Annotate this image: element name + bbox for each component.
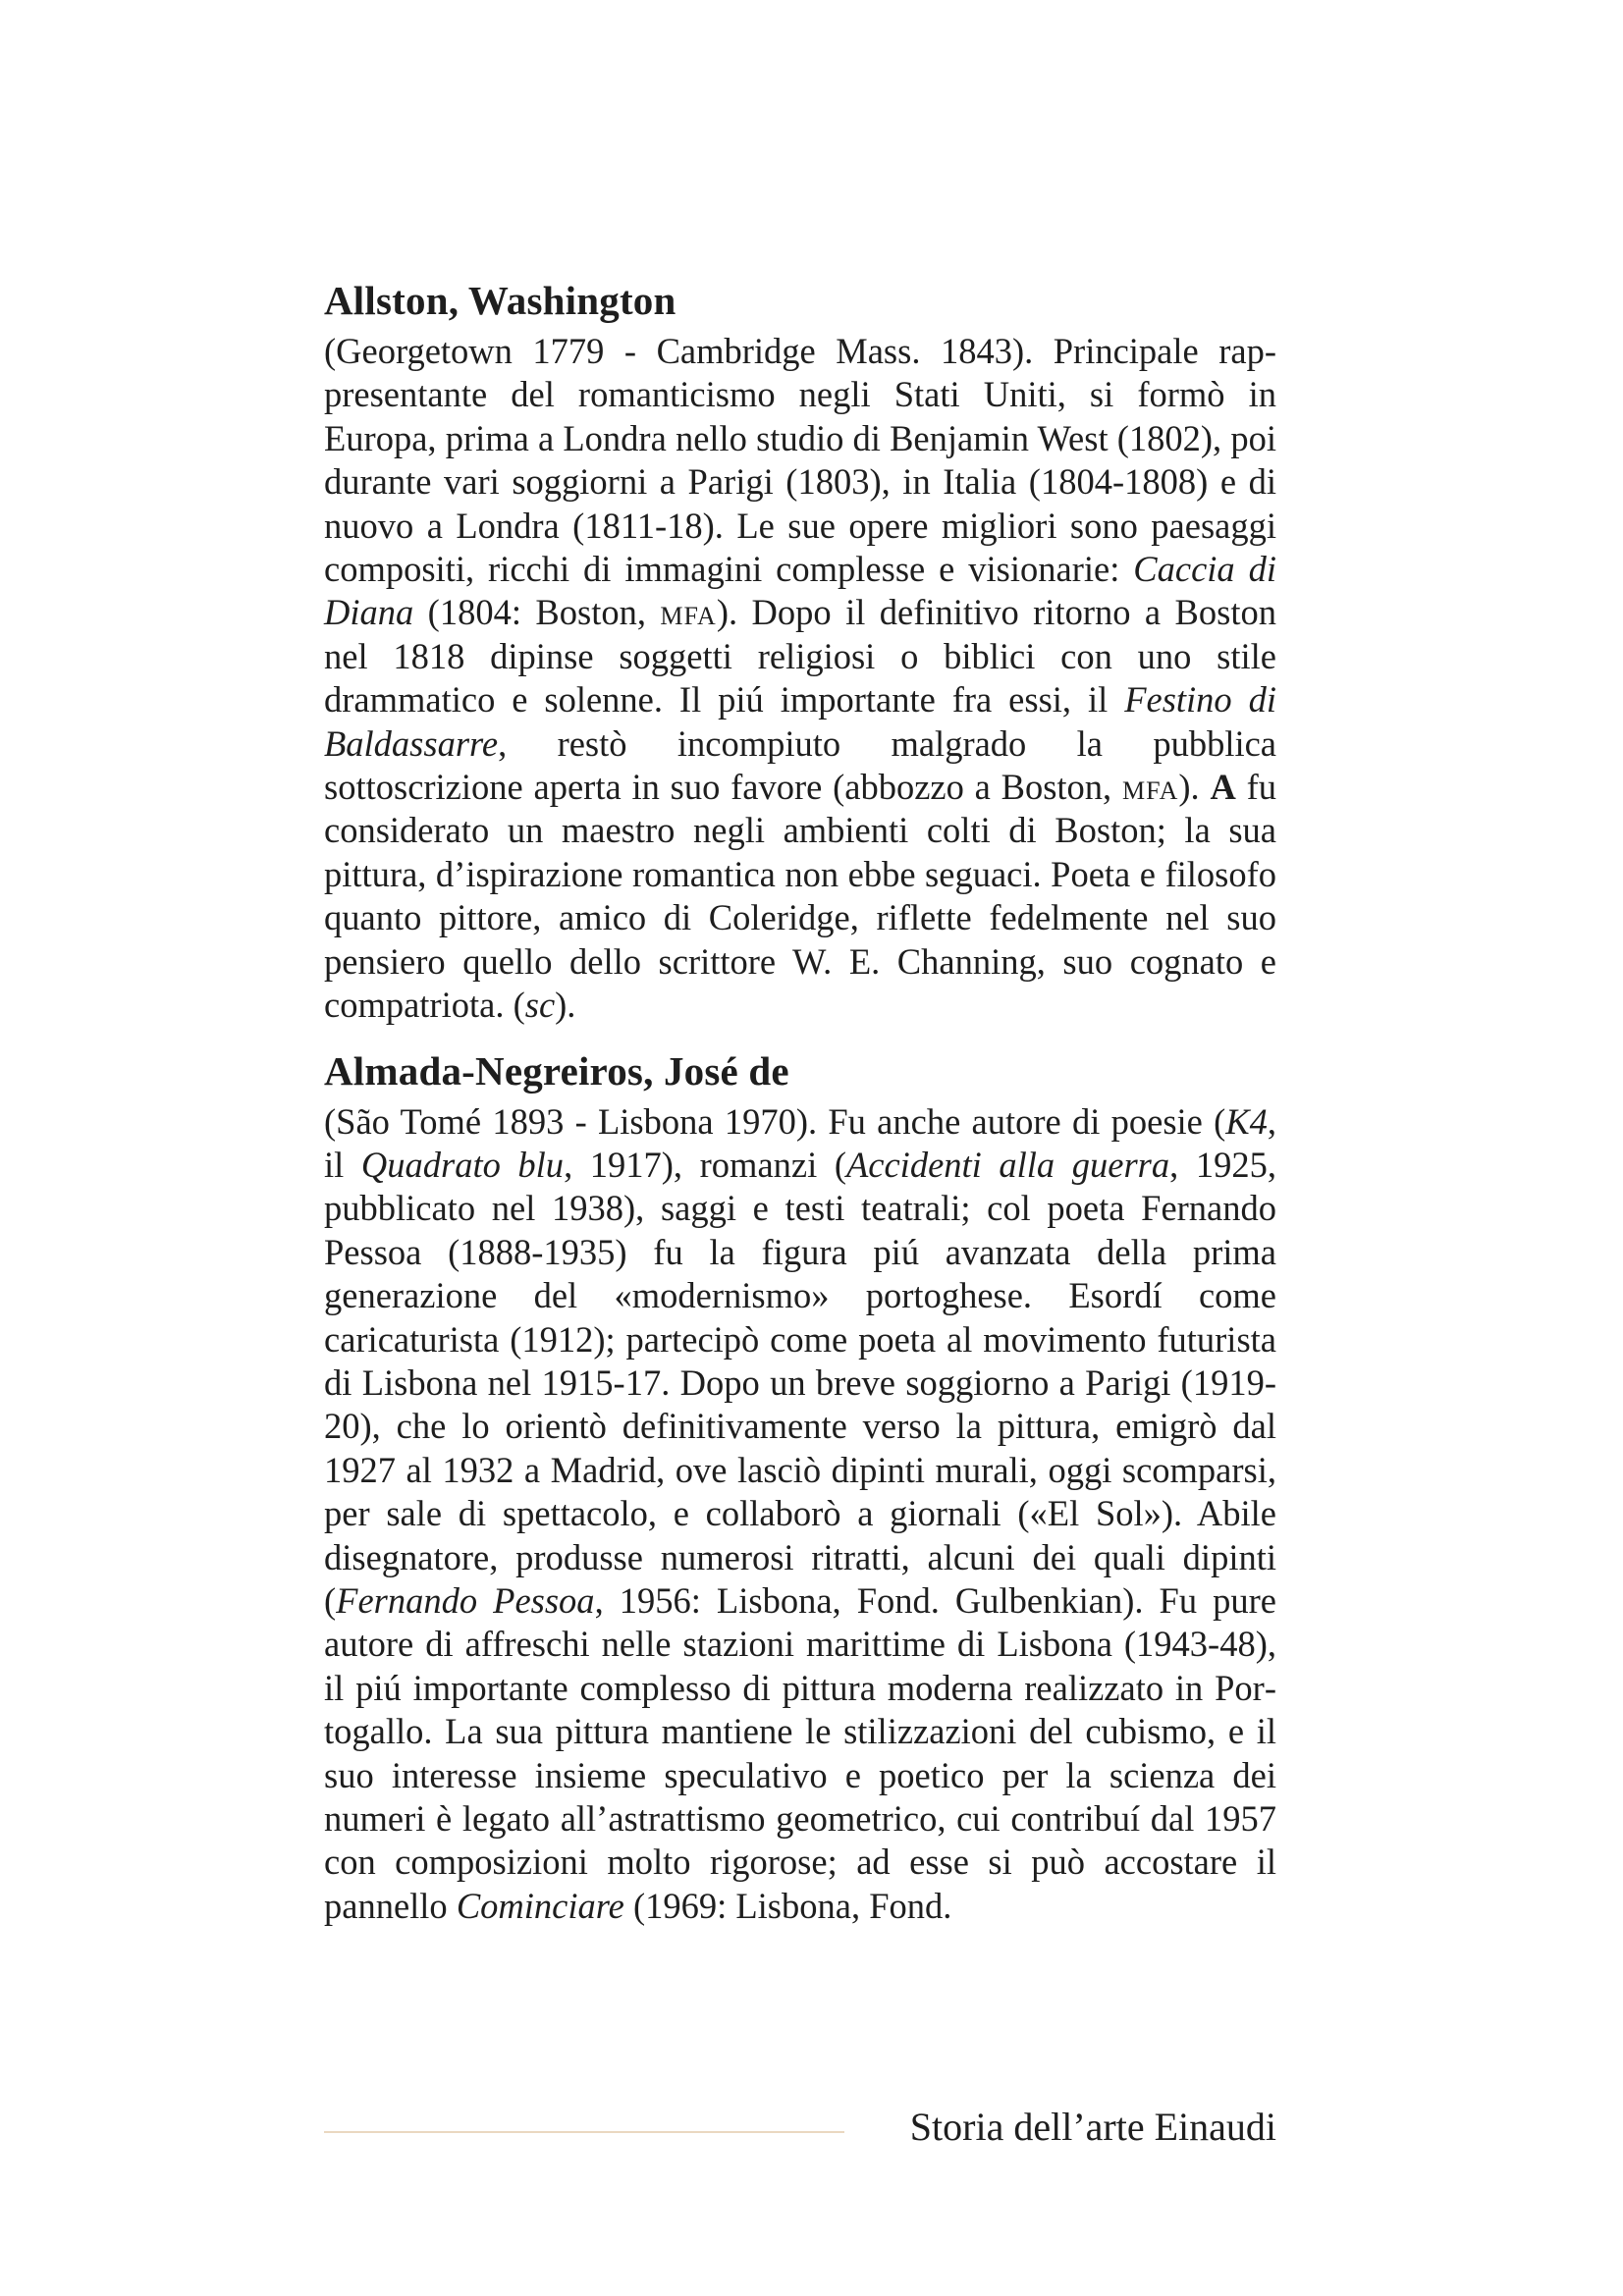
text-run: (1804: Boston, xyxy=(413,592,661,633)
text-run: , 1956: Lisbona, Fond. Gulbenkian). Fu pure autore di affreschi nelle stazioni marittime di Lisbona (1943-48), il piú importante complesso di pittura moderna realizzato in Portogallo. La sua pittura mantiene le stilizzazioni del cubismo, e il suo interesse insieme speculativo e poetico per la scienza dei numeri è legato all’astrattismo geometrico, cui contribuí dal 1957 con composizioni molto rigorose; ad esse si può accostare il pannello xyxy=(324,1579,1276,1926)
text-run: ). xyxy=(555,985,576,1026)
museum-abbreviation: mfa xyxy=(1121,767,1179,808)
text-run: ). Dopo il definitivo ritorno a Boston nel 1818 dipinse soggetti religiosi o biblici con uno stile drammatico e solenne. Il piú importante fra essi, il xyxy=(324,592,1276,721)
italic-title: Fernando Pessoa xyxy=(336,1579,595,1621)
italic-title: Accidenti alla guerra xyxy=(845,1144,1170,1185)
text-run: , restò incompiuto malgrado la pubblica sottoscrizione aperta in suo favore (abbozzo a Boston, xyxy=(324,722,1276,808)
italic-title: Caccia di Diana xyxy=(324,549,1277,633)
publisher-label: Storia dell’arte Einaudi xyxy=(909,2105,1276,2149)
text-run: fu considerato un maestro negli ambienti colti di Boston; la sua pittura, d’ispirazione romantica non ebbe seguaci. Poeta e filosofo quanto pittore, amico di Coleridge, riflette fedelmente nel suo pensiero quello dello scrittore W. E. Channing, suo cognato e compatriota. ( xyxy=(324,767,1276,1026)
entry-title: Allston, Washington xyxy=(324,278,676,323)
text-run: (1969: Lisbona, Fond. xyxy=(623,1885,952,1926)
entry-paragraph xyxy=(324,330,1276,1028)
page-content xyxy=(324,277,1276,1948)
italic-title: K4 xyxy=(1225,1100,1268,1142)
text-run: , il xyxy=(324,1100,1276,1185)
entry-paragraph xyxy=(324,1100,1276,1929)
text-run: (São Tomé 1893 - Lisbona 1970). Fu anche autore di poesie ( xyxy=(324,1100,1226,1142)
text-run: , 1925, pubblicato nel 1938), saggi e testi teatrali; col poeta Fernando Pessoa (1888-1935) fu la figura piú avanzata della prima generazione del «modernismo» portoghese. Esordí come caricaturista (1912); partecipò come poeta al movimento futurista di Lisbona nel 1915-17. Dopo un breve soggiorno a Parigi (1919-20), che lo orientò definitivamente verso la pittura, emigrò dal 1927 al 1932 a Madrid, ove lasciò dipinti murali, oggi scomparsi, per sale di spettacolo, e collaborò a giornali («El Sol»). Abile disegnatore, produsse numerosi ritratti, alcuni dei quali dipinti ( xyxy=(324,1144,1276,1621)
italic-title: sc xyxy=(524,985,556,1026)
museum-abbreviation: mfa xyxy=(660,592,717,633)
italic-title: Quadrato blu xyxy=(360,1144,565,1185)
text-run: ). xyxy=(1178,767,1211,808)
bold-abbreviation: A xyxy=(1210,767,1236,808)
entry-body xyxy=(324,330,1276,1028)
italic-title: Cominciare xyxy=(456,1885,624,1926)
text-run: (Georgetown 1779 - Cambridge Mass. 1843). Principale rappresentante del romanticismo negli Stati Uniti, si formò in Europa, prima a Londra nello studio di Benjamin West (1802), poi durante vari soggiorni a Parigi (1803), in Italia (1804-1808) e di nuovo a Londra (1811-18). Le sue opere migliori sono paesaggi compositi, ricchi di immagini complesse e visionarie: xyxy=(324,331,1276,590)
entry-body xyxy=(324,1100,1276,1929)
footer-rule xyxy=(324,2131,844,2133)
italic-title: Festino di Baldassarre xyxy=(324,679,1277,764)
page-footer xyxy=(324,2098,1276,2157)
entry-title: Almada-Negreiros, José de xyxy=(324,1047,789,1094)
text-run: , 1917), romanzi ( xyxy=(564,1144,846,1185)
